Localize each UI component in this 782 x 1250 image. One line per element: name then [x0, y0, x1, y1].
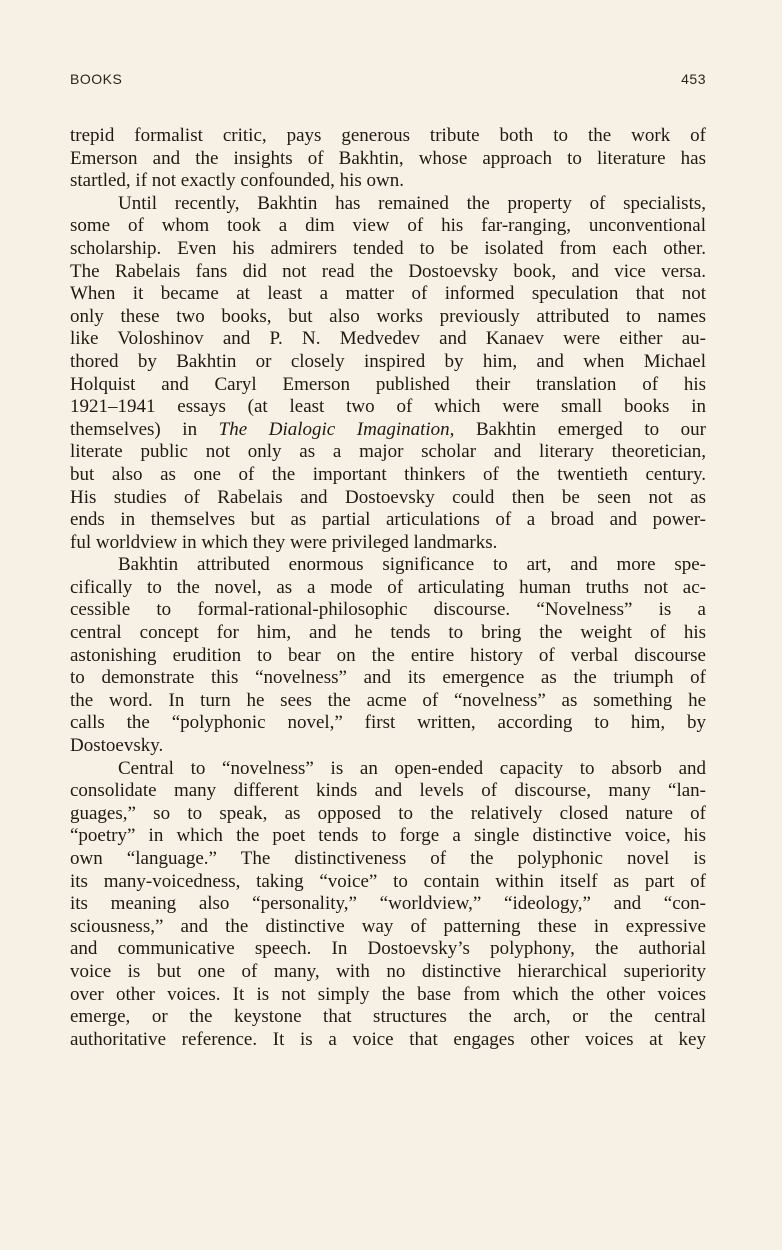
text-line: When it became at least a matter of informed speculation that not: [70, 283, 706, 305]
text-line: Central to “novelness” is an open-ended capacity to absorb and: [118, 757, 706, 779]
text-line: “poetry” in which the poet tends to forge a single distinctive voice, his: [70, 825, 706, 847]
running-head: [70, 71, 706, 91]
text-line: astonishing erudition to bear on the entire history of verbal discourse: [70, 644, 706, 666]
section-title: BOOKS: [70, 71, 123, 87]
text-line: the word. In turn he sees the acme of “novelness” as something he: [70, 689, 706, 711]
text-line: scholarship. Even his admirers tended to be isolated from each other.: [70, 237, 706, 259]
page-number: 453: [681, 71, 706, 87]
text-run: Bakhtin emerged to our: [454, 418, 706, 440]
text-line: like Voloshinov and P. N. Medvedev and Kanaev were either au-: [70, 328, 706, 350]
text-line: guages,” so to speak, as opposed to the relatively closed nature of: [70, 802, 706, 824]
text-line: calls the “polyphonic novel,” first written, according to him, by: [70, 712, 706, 734]
text-line: thored by Bakhtin or closely inspired by him, and when Michael: [70, 350, 706, 372]
text-line: [70, 419, 706, 442]
text-run: themselves) in: [70, 418, 219, 440]
text-line: Until recently, Bakhtin has remained the property of specialists,: [118, 192, 706, 214]
text-line: trepid formalist critic, pays generous tribute both to the work of: [70, 125, 706, 146]
text-line: its many-voicedness, taking “voice” to contain within itself as part of: [70, 870, 706, 892]
text-line: sciousness,” and the distinctive way of patterning these in expressive: [70, 915, 706, 937]
text-line: The Rabelais fans did not read the Dostoevsky book, and vice versa.: [70, 260, 706, 282]
text-line: ful worldview in which they were privileged landmarks.: [70, 531, 498, 553]
text-line: Dostoevsky.: [70, 735, 164, 757]
text-line: 1921–1941 essays (at least two of which were small books in: [70, 396, 706, 418]
text-line: ends in themselves but as partial articulations of a broad and power-: [70, 509, 706, 531]
book-title: The Dialogic Imagination,: [218, 418, 455, 440]
text-line: over other voices. It is not simply the base from which the other voices: [70, 983, 706, 1005]
text-line: consolidate many different kinds and levels of discourse, many “lan-: [70, 780, 706, 802]
text-line: emerge, or the keystone that structures the arch, or the central: [70, 1006, 706, 1028]
body-text: [70, 125, 706, 1051]
text-line: its meaning also “personality,” “worldview,” “ideology,” and “con-: [70, 893, 706, 915]
text-line: Bakhtin attributed enormous significance to art, and more spe-: [118, 554, 706, 576]
text-line: voice is but one of many, with no distinctive hierarchical superiority: [70, 960, 706, 982]
text-line: His studies of Rabelais and Dostoevsky could then be seen not as: [70, 486, 706, 508]
text-line: only these two books, but also works previously attributed to names: [70, 305, 706, 327]
text-line: literate public not only as a major scholar and literary theoretician,: [70, 441, 706, 463]
text-line: Emerson and the insights of Bakhtin, whose approach to literature has: [70, 147, 706, 169]
text-line: cifically to the novel, as a mode of articulating human truths not ac-: [70, 576, 706, 598]
text-line: cessible to formal-rational-philosophic discourse. “Novelness” is a: [70, 599, 706, 621]
text-line: Holquist and Caryl Emerson published their translation of his: [70, 373, 706, 395]
text-line: some of whom took a dim view of his far-ranging, unconventional: [70, 215, 706, 237]
text-line: central concept for him, and he tends to bring the weight of his: [70, 622, 706, 644]
text-line: authoritative reference. It is a voice that engages other voices at key: [70, 1028, 706, 1050]
text-line: own “language.” The distinctiveness of the polyphonic novel is: [70, 848, 706, 869]
text-line: to demonstrate this “novelness” and its emergence as the triumph of: [70, 667, 706, 689]
text-line: but also as one of the important thinkers of the twentieth century.: [70, 463, 706, 485]
text-line: and communicative speech. In Dostoevsky’s polyphony, the authorial: [70, 938, 706, 960]
text-line: startled, if not exactly confounded, his own.: [70, 170, 405, 192]
